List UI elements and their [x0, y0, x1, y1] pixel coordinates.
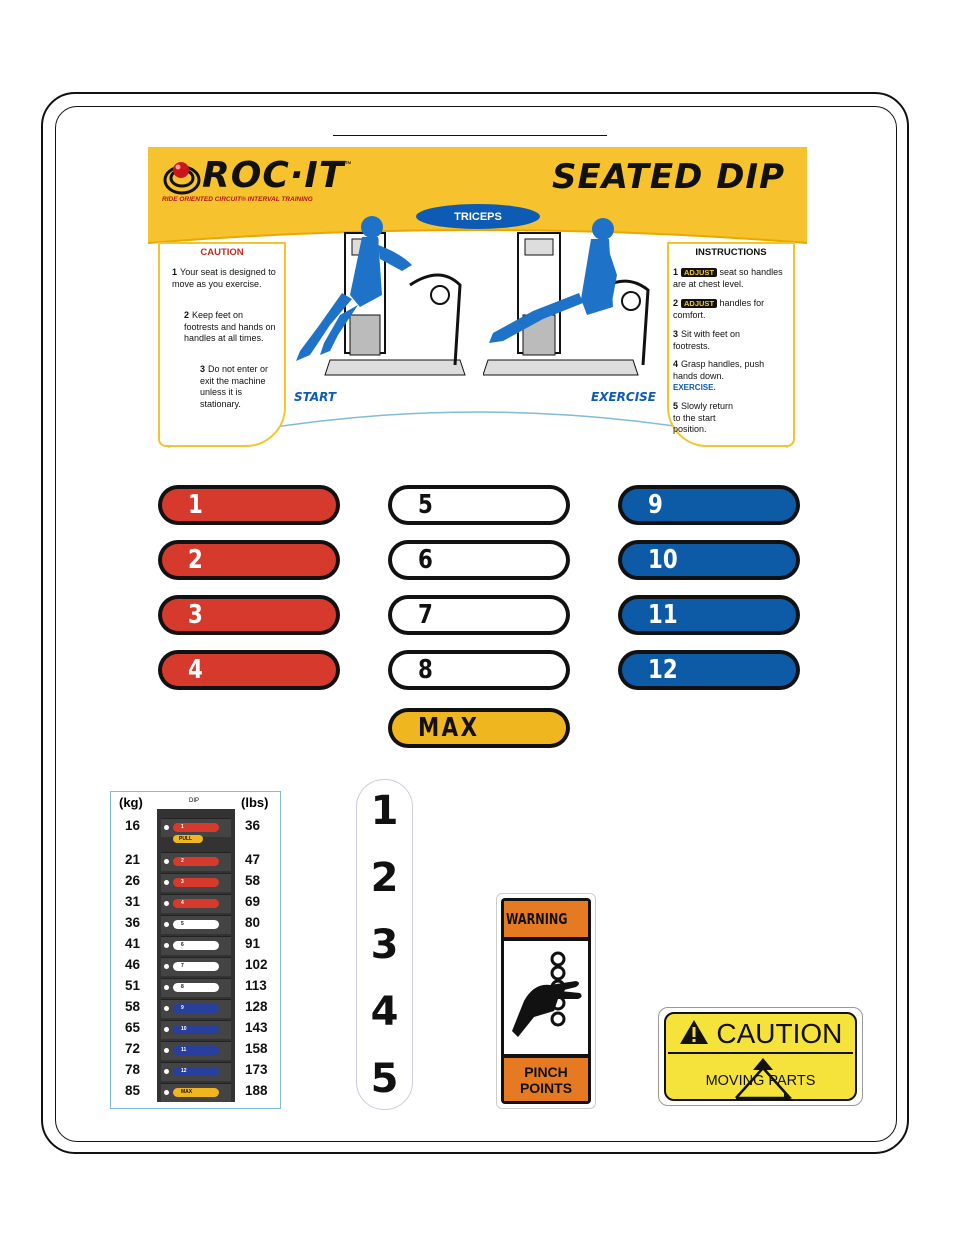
weight-row: [111, 852, 280, 872]
weight-kg: 31: [125, 894, 141, 909]
top-rule: [333, 135, 607, 136]
plate-tag: 10: [173, 1025, 219, 1034]
weight-lbs: 91: [245, 936, 261, 951]
level-pill-2: [158, 540, 340, 580]
pin-hole-icon: [164, 922, 169, 927]
level-pill-7: [388, 595, 570, 635]
caution-item-3: 3 Do not enter or exit the machine unless it is stationary.: [200, 364, 269, 409]
weight-row: [111, 1041, 280, 1061]
weight-plate: [161, 978, 231, 997]
level-pill-label: 1: [188, 490, 203, 520]
weight-row: [111, 915, 280, 935]
weight-plate: [161, 1083, 231, 1102]
weight-kg: 16: [125, 818, 141, 833]
level-pill-10: [618, 540, 800, 580]
level-pill-label: 4: [188, 655, 203, 685]
level-pill-9: [618, 485, 800, 525]
weight-lbs: 80: [245, 915, 261, 930]
plate-tag: 5: [173, 920, 219, 929]
level-pill-1: [158, 485, 340, 525]
seat-number-4: 4: [370, 989, 399, 1035]
caution-sign-header: CAUTION: [666, 1018, 855, 1050]
weight-kg: 26: [125, 873, 141, 888]
weight-chart: [110, 791, 281, 1109]
warning-header: WARNING: [504, 901, 588, 937]
weight-kg: 36: [125, 915, 141, 930]
level-pill-label: 8: [418, 655, 433, 685]
weight-lbs: 113: [245, 978, 267, 993]
instructions-heading: INSTRUCTIONS: [695, 247, 767, 258]
moving-parts-caution-sign: [658, 1007, 863, 1106]
pin-hole-icon: [164, 859, 169, 864]
plate-tag: 3: [173, 878, 219, 887]
pin-hole-icon: [164, 1006, 169, 1011]
brand-name: ROC·IT: [202, 155, 345, 196]
instructions-panel: [667, 242, 795, 447]
level-pill-label: MAX: [418, 713, 480, 743]
weight-row: [111, 1062, 280, 1082]
pin-hole-icon: [164, 880, 169, 885]
exercise-position-illustration: [483, 215, 663, 380]
weight-lbs: 47: [245, 852, 261, 867]
weight-lbs: 102: [245, 957, 268, 972]
plate-tag: 11: [173, 1046, 219, 1055]
plate-tag: 6: [173, 941, 219, 950]
pin-hole-icon: [164, 1027, 169, 1032]
caution-sign-subtext: MOVING PARTS: [705, 1073, 816, 1089]
weight-lbs: 36: [245, 818, 261, 833]
weight-lbs: 173: [245, 1062, 268, 1077]
instruction-2: 2 ADJUST handles for comfort.: [673, 298, 765, 320]
plate-tag: 4: [173, 899, 219, 908]
weight-row: [111, 978, 280, 998]
seat-number-5: 5: [370, 1056, 399, 1102]
roc-it-logo-icon: [162, 156, 202, 196]
weight-row: [111, 957, 280, 977]
instruction-5: 5 Slowly return to the start position.: [673, 401, 734, 434]
weight-kg: 85: [125, 1083, 141, 1098]
weight-kg: 46: [125, 957, 141, 972]
muscle-group-badge: TRICEPS: [416, 204, 540, 229]
warning-text: PINCH POINTS: [504, 1058, 588, 1101]
exercise-label: EXERCISE: [591, 390, 656, 404]
instruction-1: 1 ADJUST seat so handles are at chest level.: [673, 267, 783, 289]
weight-row: [111, 936, 280, 956]
level-pill-5: [388, 485, 570, 525]
brand-logo: [162, 155, 351, 196]
level-pill-max: [388, 708, 570, 748]
plate-tag: 8: [173, 983, 219, 992]
level-pill-label: 3: [188, 600, 203, 630]
weight-row: [111, 1083, 280, 1103]
level-pill-12: [618, 650, 800, 690]
caution-item-2: 2 Keep feet on footrests and hands on handles at all times.: [184, 310, 276, 343]
instruction-4: 4 Grasp handles, push hands down. EXERCISE.: [673, 359, 765, 392]
weight-kg: 41: [125, 936, 141, 951]
weight-kg: 51: [125, 978, 141, 993]
pinch-points-warning-label: [496, 893, 596, 1109]
level-pill-8: [388, 650, 570, 690]
caution-panel: [158, 242, 286, 447]
plate-tag: MAX: [173, 1088, 219, 1097]
weight-plate: [161, 1041, 231, 1060]
plate-tag: 2: [173, 857, 219, 866]
pin-hole-icon: [164, 825, 169, 830]
weight-lbs: 69: [245, 894, 261, 909]
seat-number-3: 3: [370, 922, 399, 968]
level-pill-label: 12: [648, 655, 678, 685]
seat-number-1: 1: [370, 788, 399, 834]
level-pill-4: [158, 650, 340, 690]
weight-lbs: 128: [245, 999, 268, 1014]
caution-heading: CAUTION: [200, 247, 244, 258]
weight-plate: [161, 936, 231, 955]
pin-hole-icon: [164, 1048, 169, 1053]
weight-lbs: 158: [245, 1041, 268, 1056]
level-pill-label: 5: [418, 490, 433, 520]
weight-row: [111, 1020, 280, 1040]
weight-lbs: 58: [245, 873, 261, 888]
pin-hole-icon: [164, 1090, 169, 1095]
plate-tag: 9: [173, 1004, 219, 1013]
pin-hole-icon: [164, 901, 169, 906]
level-pill-11: [618, 595, 800, 635]
weight-plate: [161, 1062, 231, 1081]
weight-kg: 21: [125, 852, 141, 867]
start-label: START: [294, 390, 337, 404]
exercise-placard: [148, 147, 807, 453]
caution-triangle-icon: [679, 1019, 709, 1045]
level-pill-label: 7: [418, 600, 433, 630]
weight-kg: 65: [125, 1020, 141, 1035]
exercise-title: SEATED DIP: [551, 157, 785, 197]
level-pill-label: 9: [648, 490, 663, 520]
caution-item-1: 1 Your seat is designed to move as you exercise.: [172, 267, 276, 289]
weight-row: [111, 999, 280, 1019]
kg-header: (kg): [119, 795, 143, 810]
weight-chart-caption: DIP: [189, 798, 200, 804]
weight-row: [111, 894, 280, 914]
start-position-illustration: [290, 215, 470, 380]
pull-tag: PULL: [173, 835, 203, 843]
level-pill-label: 6: [418, 545, 433, 575]
weight-row: [111, 873, 280, 893]
lbs-header: (lbs): [241, 795, 269, 810]
brand-trademark: ™: [344, 161, 352, 168]
weight-lbs: 188: [245, 1083, 268, 1098]
weight-plate: [161, 894, 231, 913]
weight-kg: 58: [125, 999, 141, 1014]
brand-tagline: RIDE ORIENTED CIRCUIT® INTERVAL TRAINING: [162, 196, 313, 203]
seat-number-2: 2: [370, 855, 399, 901]
level-pill-6: [388, 540, 570, 580]
weight-kg: 78: [125, 1062, 141, 1077]
pin-hole-icon: [164, 964, 169, 969]
weight-lbs: 143: [245, 1020, 268, 1035]
level-pill-label: 10: [648, 545, 678, 575]
weight-plate: [161, 999, 231, 1018]
weight-plate: [161, 852, 231, 871]
hand-crush-icon: [504, 941, 588, 1054]
pin-hole-icon: [164, 985, 169, 990]
level-pill-label: 2: [188, 545, 203, 575]
instruction-3: 3 Sit with feet on footrests.: [673, 329, 741, 351]
weight-plate: [161, 915, 231, 934]
weight-plate: [161, 1020, 231, 1039]
level-pill-label: 11: [648, 600, 678, 630]
plate-tag: 12: [173, 1067, 219, 1076]
weight-plate: [161, 873, 231, 892]
level-pill-3: [158, 595, 340, 635]
seat-position-numbers: [356, 779, 413, 1110]
plate-tag: 1: [173, 823, 219, 832]
pin-hole-icon: [164, 1069, 169, 1074]
plate-tag: 7: [173, 962, 219, 971]
pin-hole-icon: [164, 943, 169, 948]
weight-plate: [161, 957, 231, 976]
weight-kg: 72: [125, 1041, 141, 1056]
